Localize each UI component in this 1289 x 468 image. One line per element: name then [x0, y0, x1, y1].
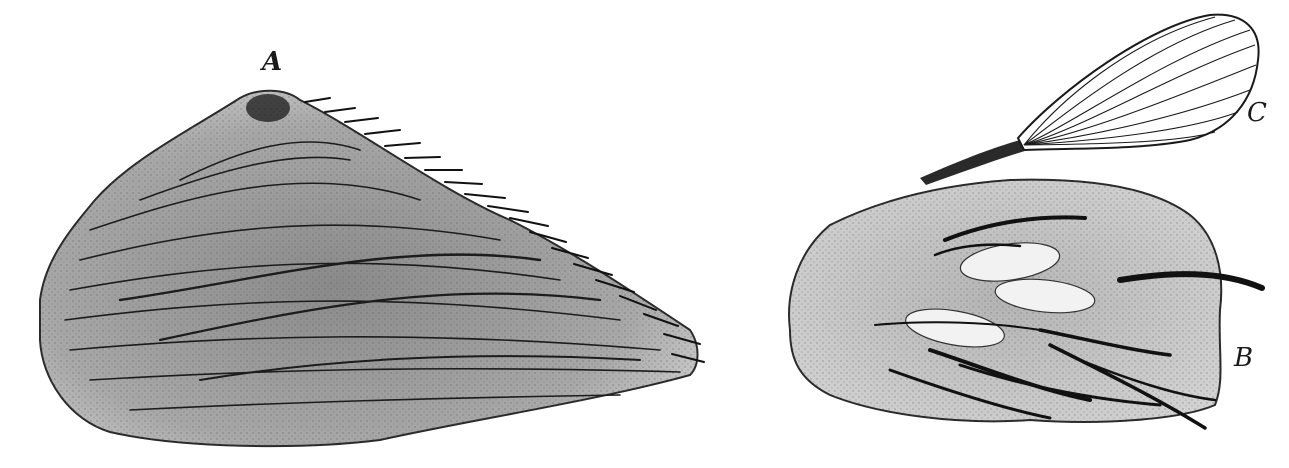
specimen-c-stalk — [920, 140, 1028, 185]
label-b: B — [1234, 343, 1254, 373]
label-a: A — [262, 47, 283, 77]
specimen-c — [920, 15, 1259, 185]
specimen-b — [789, 180, 1262, 428]
specimen-a-apex — [246, 94, 290, 122]
label-c: C — [1247, 98, 1267, 128]
specimen-a — [40, 91, 704, 446]
